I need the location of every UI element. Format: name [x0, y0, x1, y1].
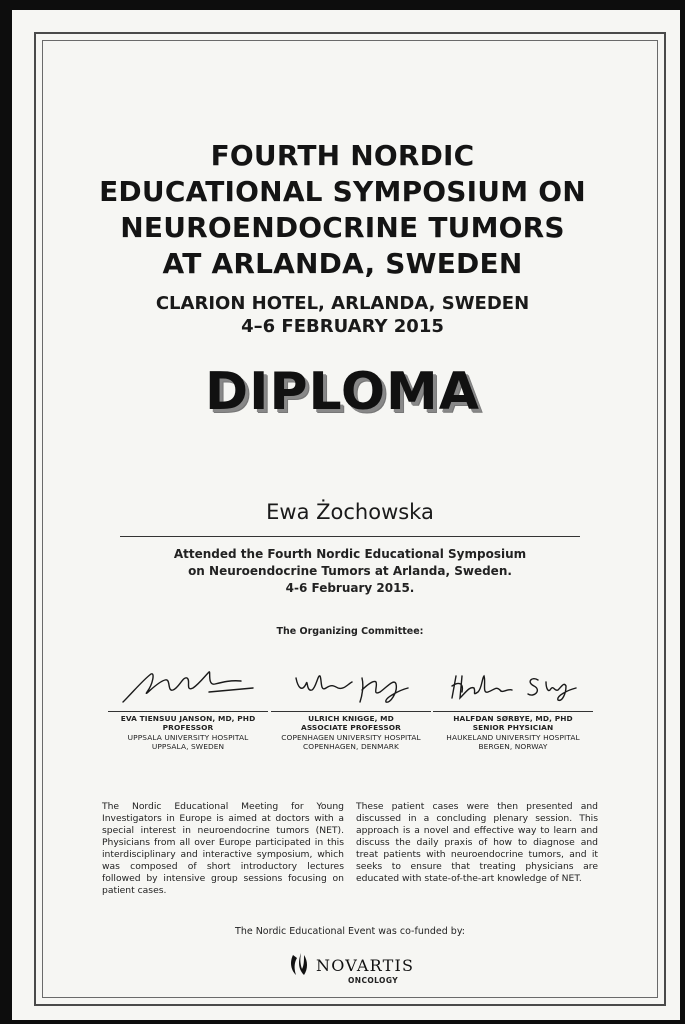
signatory-1 — [93, 662, 283, 751]
signature-3 — [438, 662, 588, 710]
signatory-1-institution: UPPSALA UNIVERSITY HOSPITAL — [127, 732, 249, 742]
novartis-flame-icon — [288, 951, 312, 977]
title-line-3: NEUROENDOCRINE TUMORS — [120, 211, 565, 244]
attendance-statement — [0, 546, 685, 597]
signature-1 — [113, 662, 263, 710]
title-block — [0, 138, 685, 338]
sponsor-logo — [288, 951, 428, 995]
signatory-2-city: COPENHAGEN, DENMARK — [303, 741, 399, 751]
description-left: The Nordic Educational Meeting for Young Investigators in Europe is aimed at doctors with a special interest in neuroendocrine tumors (NET). Physicians from all over Europe participated in this interdisciplinary and interactive symposium, which was composed of short introductory lectures followed by intensive group sessions focusing on patient cases. — [102, 801, 344, 896]
signatory-1-name: EVA TIENSUU JANSON, MD, PHD — [120, 714, 256, 723]
signatory-3-city: BERGEN, NORWAY — [478, 741, 548, 751]
title-line-4: AT ARLANDA, SWEDEN — [162, 247, 523, 280]
attendance-line-2: on Neuroendocrine Tumors at Arlanda, Sweden. — [188, 564, 512, 578]
attendance-line-3: 4-6 February 2015. — [285, 581, 415, 595]
signature-2 — [276, 662, 426, 710]
recipient-rule — [120, 536, 580, 537]
signature-rule-3 — [433, 711, 593, 712]
signatory-2-name: ULRICH KNIGGE, MD — [308, 714, 394, 723]
signatory-3-name: HALFDAN SØRBYE, MD, PHD — [453, 714, 573, 723]
diploma-heading: DIPLOMA — [204, 362, 481, 422]
committee-label: The Organizing Committee: — [276, 626, 424, 637]
sponsor-name: NOVARTIS — [316, 956, 415, 975]
description-right: These patient cases were then presented and discussed in a concluding plenary session. This approach is a novel and effective way to learn and discuss the daily praxis of how to diagnose and treat patients with neuroendocrine tumors, and it seeks to ensure that treating physicians are educated with state-of-the-art knowledge of NET. — [356, 801, 598, 884]
sponsor-division: ONCOLOGY — [348, 976, 399, 985]
title-line-2: EDUCATIONAL SYMPOSIUM ON — [99, 175, 586, 208]
signatory-3 — [418, 662, 608, 751]
signatory-1-title: PROFESSOR — [162, 723, 214, 733]
signature-rule-2 — [271, 711, 431, 712]
cofunded-label: The Nordic Educational Event was co-funded by: — [235, 926, 465, 937]
signature-rule-1 — [108, 711, 268, 712]
signatory-2-institution: COPENHAGEN UNIVERSITY HOSPITAL — [281, 732, 421, 742]
title-line-1: FOURTH NORDIC — [210, 139, 475, 172]
attendance-line-1: Attended the Fourth Nordic Educational Symposium — [173, 547, 527, 561]
signatory-3-institution: HAUKELAND UNIVERSITY HOSPITAL — [446, 732, 580, 742]
venue: CLARION HOTEL, ARLANDA, SWEDEN — [155, 293, 530, 314]
recipient-name: Ewa Żochowska — [266, 500, 434, 524]
signatory-2-title: ASSOCIATE PROFESSOR — [301, 723, 401, 733]
signatory-1-city: UPPSALA, SWEDEN — [151, 741, 225, 751]
event-dates: 4–6 FEBRUARY 2015 — [241, 316, 444, 337]
signatory-3-title: SENIOR PHYSICIAN — [472, 723, 554, 733]
